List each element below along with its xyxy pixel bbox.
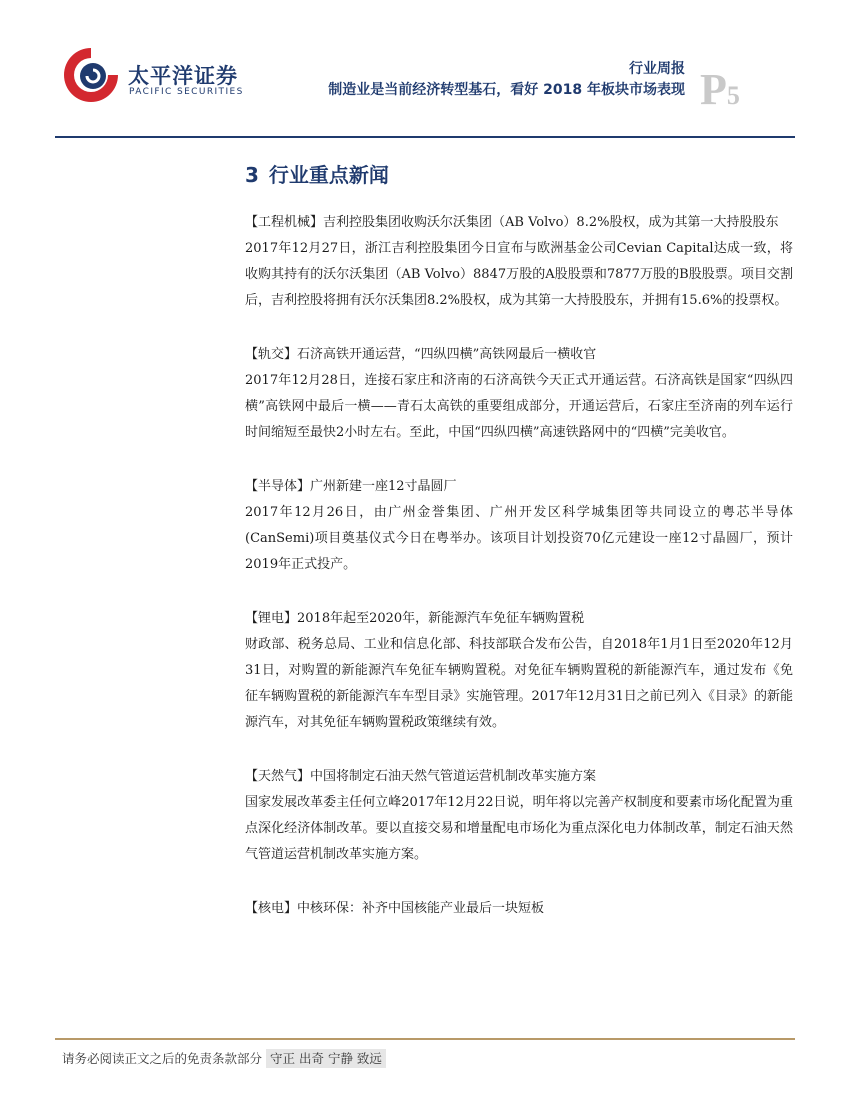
news-body: 财政部、税务总局、工业和信息化部、科技部联合发布公告，自2018年1月1日至2020年12月31日，对购置的新能源汽车免征车辆购置税。对免征车辆购置税的新能源汽车，通过发布《免征车辆购置税的新能源汽车车型目录》实施管理。2017年12月31日之前已列入《目录》的新能源汽车，对其免征车辆购置税政策继续有效。 bbox=[245, 637, 793, 730]
brand-name-cn: 太平洋证券 bbox=[128, 64, 238, 88]
footer-motto: 守正 出奇 宁静 致远 bbox=[266, 1049, 386, 1068]
news-headline: 【轨交】石济高铁开通运营，“四纵四横”高铁网最后一横收官 bbox=[245, 347, 597, 362]
news-item bbox=[245, 342, 793, 446]
page-footer bbox=[62, 1049, 386, 1067]
page-number bbox=[700, 65, 740, 114]
news-headline: 【工程机械】吉利控股集团收购沃尔沃集团（AB Volvo）8.2%股权，成为其第一大持股股东 bbox=[245, 215, 779, 230]
news-item bbox=[245, 474, 793, 578]
news-body: 2017年12月26日，由广州金誉集团、广州开发区科学城集团等共同设立的粤芯半导体(CanSemi)项目奠基仪式今日在粤举办。该项目计划投资70亿元建设一座12寸晶圆厂，预计2019年正式投产。 bbox=[245, 505, 793, 572]
news-item bbox=[245, 606, 793, 736]
page-number-letter: P bbox=[700, 65, 727, 114]
page-number-digit: 5 bbox=[726, 81, 740, 110]
news-item bbox=[245, 764, 793, 868]
brand-name-en: PACIFIC SECURITIES bbox=[129, 87, 244, 97]
main-content bbox=[245, 158, 793, 950]
news-headline: 【锂电】2018年起至2020年，新能源汽车免征车辆购置税 bbox=[245, 611, 585, 626]
section-heading bbox=[245, 158, 793, 192]
header-divider bbox=[55, 136, 795, 138]
section-number: 3 bbox=[245, 163, 259, 187]
news-headline: 【天然气】中国将制定石油天然气管道运营机制改革实施方案 bbox=[245, 769, 597, 784]
pacific-securities-logo bbox=[60, 44, 122, 106]
news-body: 国家发展改革委主任何立峰2017年12月22日说，明年将以完善产权制度和要素市场化配置为重点深化经济体制改革。要以直接交易和增量配电市场化为重点深化电力体制改革，制定石油天然气管道运营机制改革实施方案。 bbox=[245, 795, 793, 862]
news-item bbox=[245, 210, 793, 314]
news-headline: 【半导体】广州新建一座12寸晶圆厂 bbox=[245, 479, 457, 494]
news-headline: 【核电】中核环保：补齐中国核能产业最后一块短板 bbox=[245, 901, 545, 916]
news-item bbox=[245, 896, 793, 922]
footer-disclaimer: 请务必阅读正文之后的免责条款部分 bbox=[62, 1051, 263, 1066]
section-title: 行业重点新闻 bbox=[268, 163, 389, 187]
footer-divider bbox=[55, 1038, 795, 1040]
report-title: 制造业是当前经济转型基石，看好 2018 年板块市场表现 bbox=[328, 82, 685, 98]
news-body: 2017年12月28日，连接石家庄和济南的石济高铁今天正式开通运营。石济高铁是国家“四纵四横”高铁网中最后一横——青石太高铁的重要组成部分，开通运营后，石家庄至济南的列车运行时间缩短至最快2小时左右。至此，中国“四纵四横”高速铁路网中的“四横”完美收官。 bbox=[245, 373, 793, 440]
page-header bbox=[0, 0, 850, 140]
news-body: 2017年12月27日，浙江吉利控股集团今日宣布与欧洲基金公司Cevian Capital达成一致，将收购其持有的沃尔沃集团（AB Volvo）8847万股的A股股票和7877万股的B股股票。项目交割后，吉利控股将拥有沃尔沃集团8.2%股权，成为其第一大持股股东，并拥有15.6%的投票权。 bbox=[245, 241, 793, 308]
report-type: 行业周报 bbox=[629, 61, 685, 77]
